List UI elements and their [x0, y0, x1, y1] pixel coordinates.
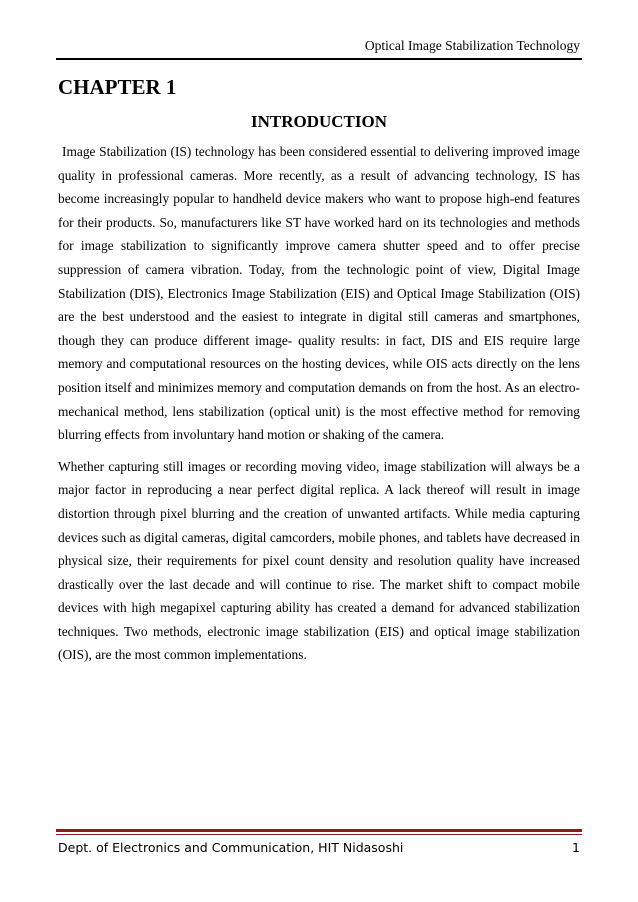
- paragraph-2: Whether capturing still images or recording moving video, image stabilization will always be a major factor in reproducing a near perfect digital replica. A lack thereof will result in image distortion through pixel blurring and the creation of unwanted artifacts. While media capturing devices such as digital cameras, digital camcorders, mobile phones, and tablets have decreased in physical size, their requirements for pixel count density and resolution quality have increased drastically over the last decade and will continue to rise. The market shift to compact mobile devices with high megapixel capturing ability has created a demand for advanced stabilization techniques. Two methods, electronic image stabilization (EIS) and optical image stabilization (OIS), are the most common implementations.: [58, 458, 580, 663]
- body-text: [58, 140, 580, 667]
- footer-rule-thin: [56, 834, 582, 835]
- section-title: INTRODUCTION: [250, 112, 388, 131]
- running-header: Optical Image Stabilization Technology: [364, 38, 580, 53]
- paragraph-1: Image Stabilization (IS) technology has been considered essential to delivering improved image quality in professional cameras. More recently, as a result of advancing technology, IS has become increasingly popular to handheld device makers who want to propose high-end features for their products. So, manufacturers like ST have worked hard on its technologies and methods for image stabilization to significantly improve camera shutter speed and to offer precise suppression of camera vibration. Today, from the technologic point of view, Digital Image Stabilization (DIS), Electronics Image Stabilization (EIS) and Optical Image Stabilization (OIS) are the best understood and the easiest to integrate in digital still cameras and smartphones, though they can produce different image- quality results: in fact, DIS and EIS require large memory and computational resources on the hosting devices, while OIS acts directly on the lens position itself and minimizes memory and computation demands on from the host. As an electro-mechanical method, lens stabilization (optical unit) is the most effective method for removing blurring effects from involuntary hand motion or shaking of the camera.: [58, 144, 580, 443]
- header-rule: [56, 58, 582, 60]
- chapter-title: CHAPTER 1: [58, 75, 177, 99]
- footer-department: Dept. of Electronics and Communication, HIT Nidasoshi: [58, 840, 404, 855]
- page-number: 1: [572, 840, 580, 855]
- footer-rule-thick: [56, 829, 582, 832]
